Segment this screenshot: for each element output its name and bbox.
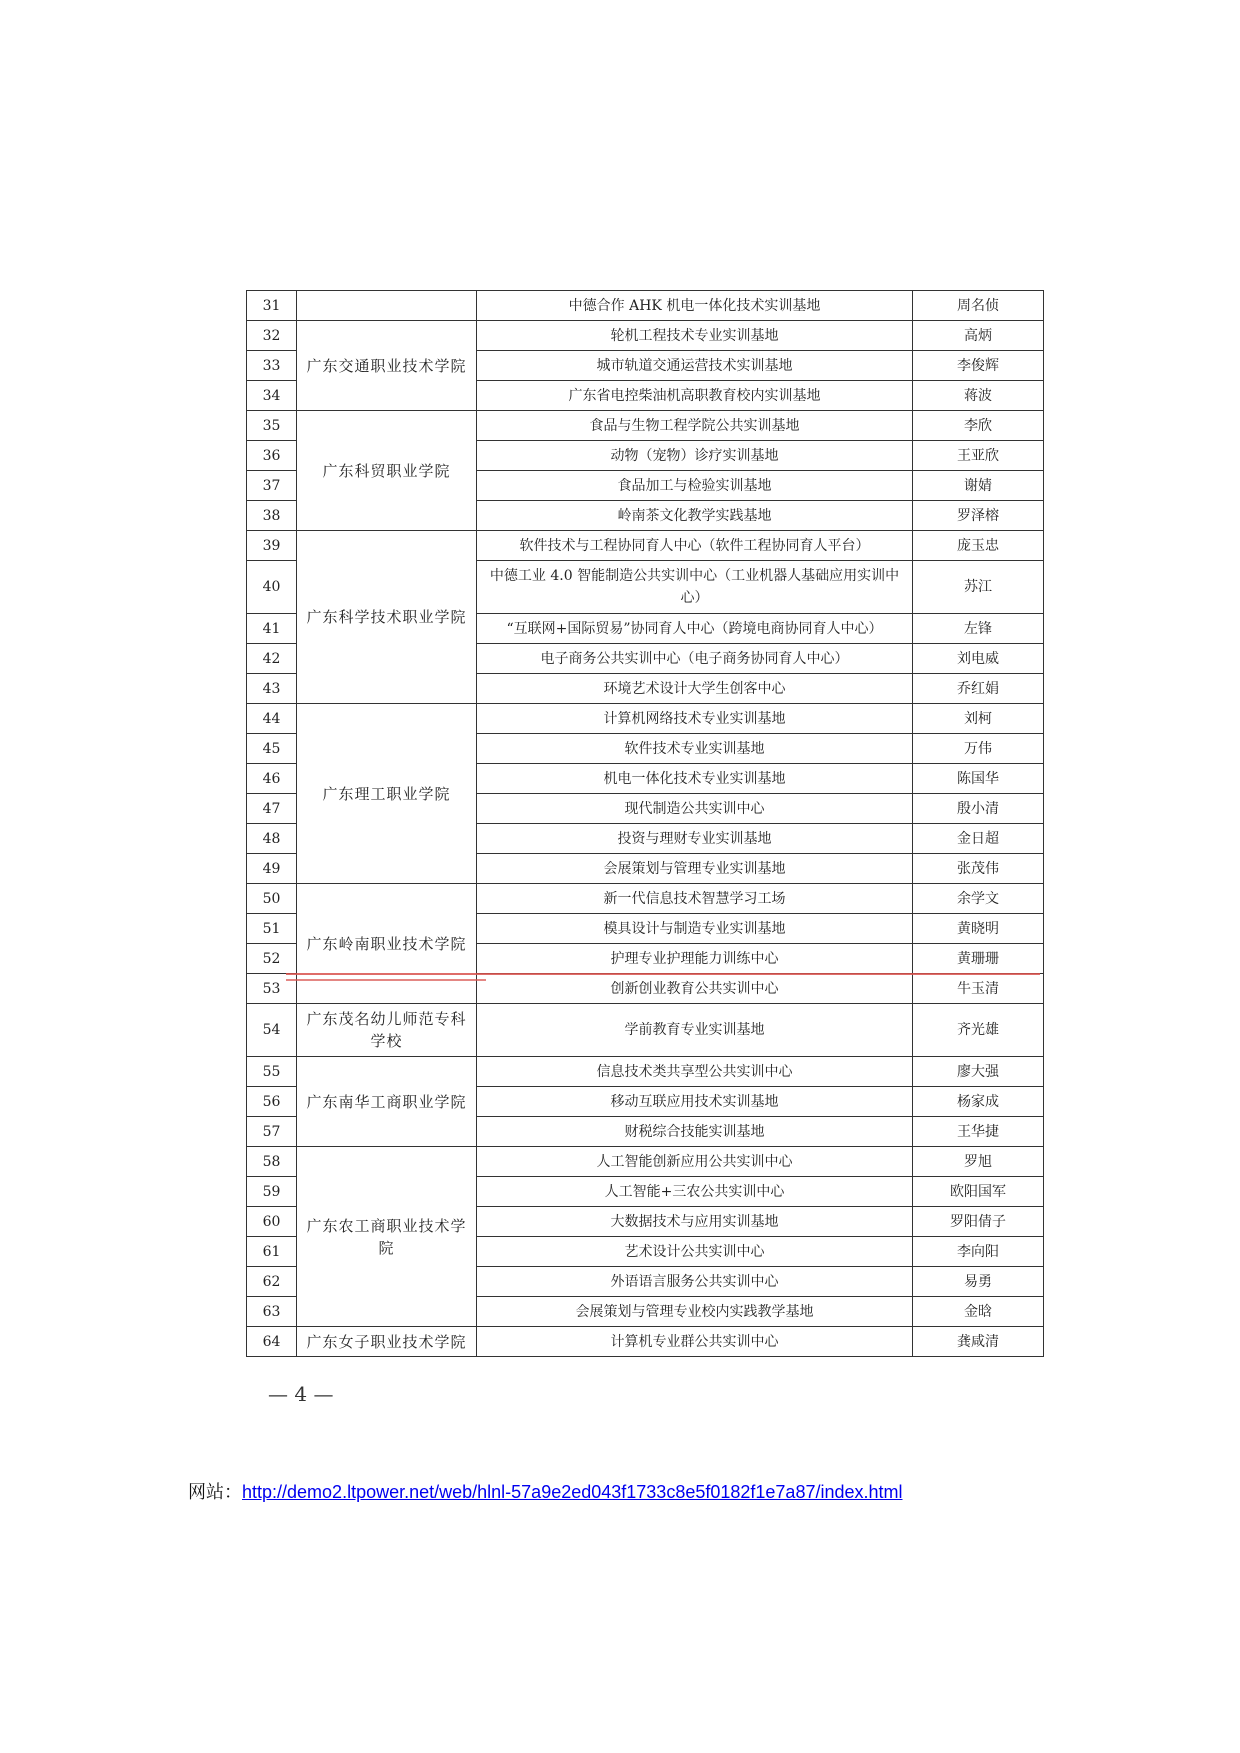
- person-in-charge: 金日超: [913, 824, 1044, 854]
- person-in-charge: 刘柯: [913, 704, 1044, 734]
- row-number: 61: [247, 1237, 297, 1267]
- row-number: 63: [247, 1297, 297, 1327]
- base-name: 软件技术专业实训基地: [477, 734, 913, 764]
- person-in-charge: 黄晓明: [913, 914, 1044, 944]
- row-number: 52: [247, 944, 297, 974]
- base-name: 会展策划与管理专业实训基地: [477, 854, 913, 884]
- person-in-charge: 陈国华: [913, 764, 1044, 794]
- table-row: [247, 1057, 1044, 1087]
- row-number: 32: [247, 321, 297, 351]
- base-name: 信息技术类共享型公共实训中心: [477, 1057, 913, 1087]
- person-in-charge: 易勇: [913, 1267, 1044, 1297]
- person-in-charge: 李俊辉: [913, 351, 1044, 381]
- website-footer: [188, 1478, 903, 1504]
- base-name: 机电一体化技术专业实训基地: [477, 764, 913, 794]
- row-number: 47: [247, 794, 297, 824]
- person-in-charge: 罗阳倩子: [913, 1207, 1044, 1237]
- school-name: [297, 291, 477, 321]
- table-row: [247, 1004, 1044, 1057]
- row-number: 51: [247, 914, 297, 944]
- person-in-charge: 高炳: [913, 321, 1044, 351]
- person-in-charge: 万伟: [913, 734, 1044, 764]
- base-name: 财税综合技能实训基地: [477, 1117, 913, 1147]
- base-name: 新一代信息技术智慧学习工场: [477, 884, 913, 914]
- base-name: 模具设计与制造专业实训基地: [477, 914, 913, 944]
- base-name: 会展策划与管理专业校内实践教学基地: [477, 1297, 913, 1327]
- school-name: 广东农工商职业技术学院: [297, 1147, 477, 1327]
- website-link[interactable]: http://demo2.ltpower.net/web/hlnl-57a9e2ed043f1733c8e5f0182f1e7a87/index.html: [242, 1482, 903, 1502]
- person-in-charge: 谢婧: [913, 471, 1044, 501]
- row-number: 34: [247, 381, 297, 411]
- person-in-charge: 周名侦: [913, 291, 1044, 321]
- person-in-charge: 蒋波: [913, 381, 1044, 411]
- base-name: 艺术设计公共实训中心: [477, 1237, 913, 1267]
- row-number: 35: [247, 411, 297, 441]
- row-number: 56: [247, 1087, 297, 1117]
- base-name: 护理专业护理能力训练中心: [477, 944, 913, 974]
- base-name: 中德合作 AHK 机电一体化技术实训基地: [477, 291, 913, 321]
- row-number: 33: [247, 351, 297, 381]
- person-in-charge: 李欣: [913, 411, 1044, 441]
- base-name: 动物（宠物）诊疗实训基地: [477, 441, 913, 471]
- person-in-charge: 金晗: [913, 1297, 1044, 1327]
- base-name: 大数据技术与应用实训基地: [477, 1207, 913, 1237]
- table-row: [247, 704, 1044, 734]
- base-name: 电子商务公共实训中心（电子商务协同育人中心）: [477, 644, 913, 674]
- row-number: 44: [247, 704, 297, 734]
- base-name: “互联网+国际贸易”协同育人中心（跨境电商协同育人中心）: [477, 614, 913, 644]
- school-name: 广东科贸职业学院: [297, 411, 477, 531]
- row-number: 59: [247, 1177, 297, 1207]
- person-in-charge: 杨家成: [913, 1087, 1044, 1117]
- person-in-charge: 廖大强: [913, 1057, 1044, 1087]
- base-name: 广东省电控柴油机高职教育校内实训基地: [477, 381, 913, 411]
- table-row: [247, 291, 1044, 321]
- school-name: 广东交通职业技术学院: [297, 321, 477, 411]
- row-number: 49: [247, 854, 297, 884]
- row-number: 55: [247, 1057, 297, 1087]
- row-number: 41: [247, 614, 297, 644]
- base-name: 计算机网络技术专业实训基地: [477, 704, 913, 734]
- person-in-charge: 王华捷: [913, 1117, 1044, 1147]
- person-in-charge: 黄珊珊: [913, 944, 1044, 974]
- person-in-charge: 左锋: [913, 614, 1044, 644]
- school-name: 广东南华工商职业学院: [297, 1057, 477, 1147]
- school-name: 广东岭南职业技术学院: [297, 884, 477, 1004]
- row-number: 38: [247, 501, 297, 531]
- base-name: 食品与生物工程学院公共实训基地: [477, 411, 913, 441]
- row-number: 31: [247, 291, 297, 321]
- school-name: 广东茂名幼儿师范专科学校: [297, 1004, 477, 1057]
- base-name: 城市轨道交通运营技术实训基地: [477, 351, 913, 381]
- base-name: 移动互联应用技术实训基地: [477, 1087, 913, 1117]
- base-name: 计算机专业群公共实训中心: [477, 1327, 913, 1357]
- row-number: 57: [247, 1117, 297, 1147]
- person-in-charge: 牛玉清: [913, 974, 1044, 1004]
- row-number: 39: [247, 531, 297, 561]
- table-row: [247, 1327, 1044, 1357]
- person-in-charge: 张茂伟: [913, 854, 1044, 884]
- base-name: 创新创业教育公共实训中心: [477, 974, 913, 1004]
- row-number: 48: [247, 824, 297, 854]
- table-row: [247, 1147, 1044, 1177]
- row-number: 64: [247, 1327, 297, 1357]
- base-name: 学前教育专业实训基地: [477, 1004, 913, 1057]
- base-name: 现代制造公共实训中心: [477, 794, 913, 824]
- row-number: 46: [247, 764, 297, 794]
- base-name: 中德工业 4.0 智能制造公共实训中心（工业机器人基础应用实训中心）: [477, 561, 913, 614]
- website-label: 网站：: [188, 1482, 242, 1502]
- row-number: 60: [247, 1207, 297, 1237]
- person-in-charge: 罗泽榕: [913, 501, 1044, 531]
- table-row: [247, 884, 1044, 914]
- base-name: 人工智能+三农公共实训中心: [477, 1177, 913, 1207]
- person-in-charge: 殷小清: [913, 794, 1044, 824]
- table-body: [247, 291, 1044, 1357]
- row-number: 43: [247, 674, 297, 704]
- school-name: 广东理工职业学院: [297, 704, 477, 884]
- base-name: 外语语言服务公共实训中心: [477, 1267, 913, 1297]
- row-number: 36: [247, 441, 297, 471]
- base-name: 岭南茶文化教学实践基地: [477, 501, 913, 531]
- base-list-table: [246, 290, 1044, 1357]
- red-annotation-line: [286, 973, 1040, 975]
- person-in-charge: 乔红娟: [913, 674, 1044, 704]
- person-in-charge: 刘电威: [913, 644, 1044, 674]
- base-name: 轮机工程技术专业实训基地: [477, 321, 913, 351]
- row-number: 53: [247, 974, 297, 1004]
- table-row: [247, 411, 1044, 441]
- row-number: 45: [247, 734, 297, 764]
- row-number: 40: [247, 561, 297, 614]
- table-row: [247, 531, 1044, 561]
- person-in-charge: 庞玉忠: [913, 531, 1044, 561]
- row-number: 37: [247, 471, 297, 501]
- person-in-charge: 龚咸清: [913, 1327, 1044, 1357]
- row-number: 42: [247, 644, 297, 674]
- row-number: 62: [247, 1267, 297, 1297]
- red-annotation-line: [286, 979, 486, 981]
- base-name: 投资与理财专业实训基地: [477, 824, 913, 854]
- row-number: 54: [247, 1004, 297, 1057]
- person-in-charge: 齐光雄: [913, 1004, 1044, 1057]
- base-name: 人工智能创新应用公共实训中心: [477, 1147, 913, 1177]
- person-in-charge: 李向阳: [913, 1237, 1044, 1267]
- row-number: 50: [247, 884, 297, 914]
- person-in-charge: 罗旭: [913, 1147, 1044, 1177]
- person-in-charge: 苏江: [913, 561, 1044, 614]
- person-in-charge: 王亚欣: [913, 441, 1044, 471]
- school-name: 广东女子职业技术学院: [297, 1327, 477, 1357]
- base-name: 环境艺术设计大学生创客中心: [477, 674, 913, 704]
- person-in-charge: 欧阳国军: [913, 1177, 1044, 1207]
- person-in-charge: 余学文: [913, 884, 1044, 914]
- base-name: 食品加工与检验实训基地: [477, 471, 913, 501]
- base-name: 软件技术与工程协同育人中心（软件工程协同育人平台）: [477, 531, 913, 561]
- row-number: 58: [247, 1147, 297, 1177]
- page-number: — 4 —: [268, 1382, 334, 1406]
- school-name: 广东科学技术职业学院: [297, 531, 477, 704]
- table-row: [247, 321, 1044, 351]
